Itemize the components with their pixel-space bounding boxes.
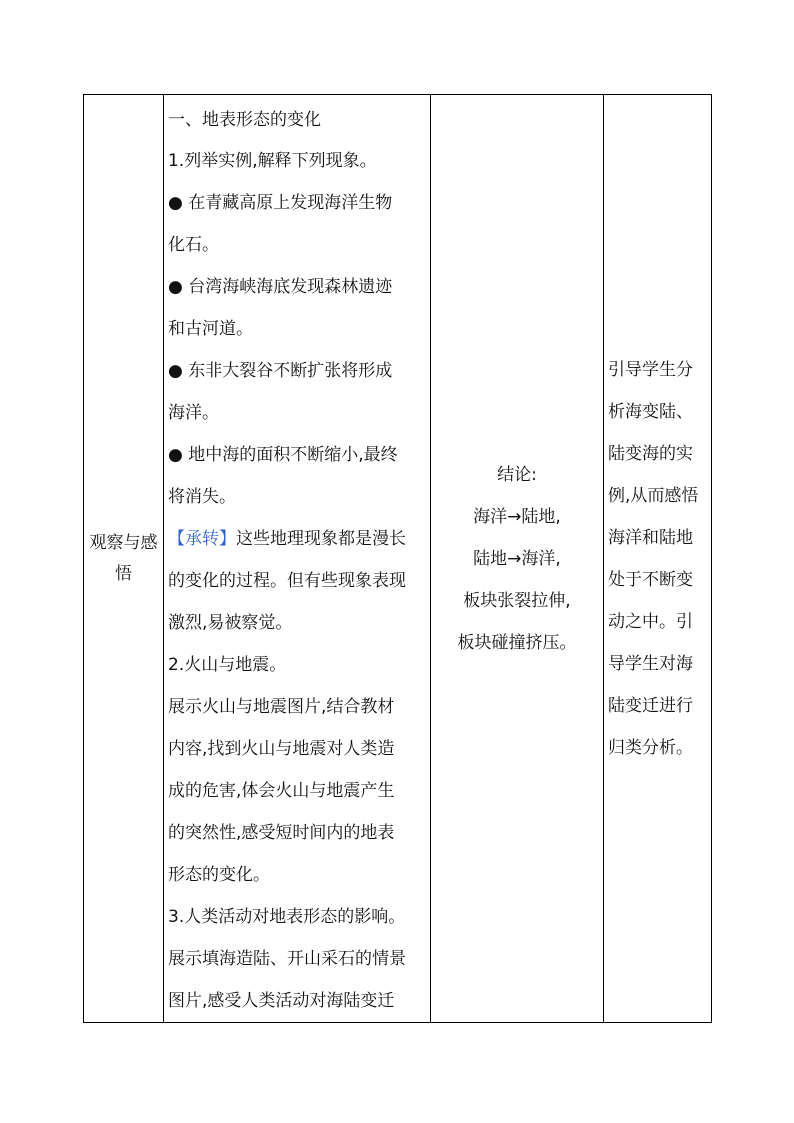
transition-line: 的变化的过程。但有些现象表现 — [168, 571, 406, 591]
item3-title: 3.人类活动对地表形态的影响。 — [168, 907, 406, 927]
intent-line: 归类分析。 — [608, 737, 693, 758]
item2-line: 成的危害,体会火山与地震产生 — [168, 781, 395, 801]
conclusion-line: 板块碰撞挤压。 — [457, 632, 577, 653]
stage-cell — [84, 95, 164, 1023]
item3-line: 展示填海造陆、开山采石的情景 — [168, 949, 406, 969]
transition-line — [168, 518, 428, 560]
intent-line: 陆变迁进行 — [608, 695, 693, 716]
section-heading: 一、地表形态的变化 — [168, 110, 321, 130]
bullet-line: ● 地中海的面积不断缩小,最终 — [168, 445, 398, 465]
bullet-line: 化石。 — [168, 235, 219, 255]
intent-line: 处于不断变 — [608, 569, 693, 590]
bullet-line: ● 东非大裂谷不断扩张将形成 — [168, 361, 393, 381]
activity-content-cell — [164, 95, 431, 1023]
stage-label-line: 悟 — [115, 563, 132, 584]
item2-line: 展示火山与地震图片,结合教材 — [168, 697, 395, 717]
bullet-line: 和古河道。 — [168, 319, 253, 339]
conclusion-line: 陆地→海洋, — [473, 548, 561, 569]
intent-line: 海洋和陆地 — [608, 527, 693, 548]
item2-line: 形态的变化。 — [168, 865, 270, 885]
item2-line: 内容,找到火山与地震对人类造 — [168, 739, 395, 759]
conclusion-line: 海洋→陆地, — [473, 506, 561, 527]
design-intent-cell — [604, 95, 712, 1023]
intent-line: 引导学生分 — [608, 359, 693, 380]
item3-line: 图片,感受人类活动对海陆变迁 — [168, 991, 395, 1011]
table-row — [84, 95, 712, 1023]
intent-line: 例,从而感悟 — [608, 485, 699, 506]
lesson-plan-table — [83, 94, 712, 1023]
intent-line: 动之中。引 — [608, 611, 693, 632]
transition-line: 激烈,易被察觉。 — [168, 613, 293, 633]
bullet-line: 海洋。 — [168, 403, 219, 423]
conclusion-line: 结论: — [497, 464, 537, 485]
intent-line: 陆变海的实 — [608, 443, 693, 464]
stage-label-line: 观察与感 — [89, 532, 158, 553]
item2-line: 的突然性,感受短时间内的地表 — [168, 823, 395, 843]
transition-text: 这些地理现象都是漫长 — [236, 529, 406, 549]
intent-line: 导学生对海 — [608, 653, 693, 674]
bullet-line: 将消失。 — [168, 487, 236, 507]
conclusion-cell — [431, 95, 604, 1023]
bullet-line: ● 在青藏高原上发现海洋生物 — [168, 193, 393, 213]
bullet-line: ● 台湾海峡海底发现森林遗迹 — [168, 277, 393, 297]
transition-label: 【承转】 — [168, 529, 236, 549]
item2-title: 2.火山与地震。 — [168, 655, 287, 675]
intent-line: 析海变陆、 — [608, 401, 693, 422]
item1-title: 1.列举实例,解释下列现象。 — [168, 151, 377, 171]
conclusion-line: 板块张裂拉伸, — [463, 590, 571, 611]
